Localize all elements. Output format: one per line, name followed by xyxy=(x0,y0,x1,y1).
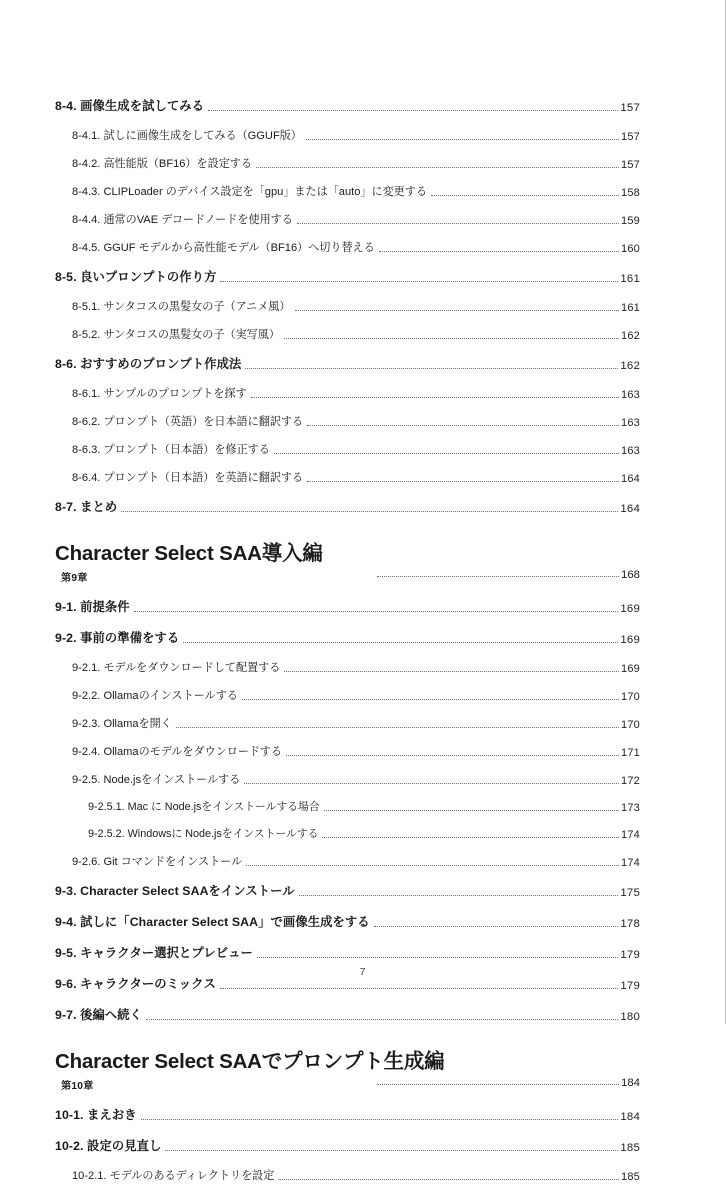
page-number: 162 xyxy=(621,330,640,342)
toc-entry[interactable] xyxy=(55,497,640,528)
toc-entry[interactable] xyxy=(72,155,640,183)
page-number: 172 xyxy=(621,775,640,788)
dot-leader xyxy=(377,1083,619,1085)
page-number: 174 xyxy=(621,829,640,842)
toc-entry-title: 8-7. まとめ xyxy=(55,500,118,514)
page-number: 164 xyxy=(621,473,640,485)
toc-entry-title: 9-4. 試しに「Character Select SAA」で画像生成をする xyxy=(55,915,370,930)
toc-entry[interactable] xyxy=(55,1105,640,1136)
dot-leader xyxy=(146,1018,618,1020)
toc-entry-title: 9-5. キャラクター選択とプレビュー xyxy=(55,946,253,961)
toc-entry[interactable] xyxy=(55,628,640,659)
toc-entry-title: 9-2.5. Node.jsをインストールする xyxy=(72,774,241,787)
toc-entry[interactable] xyxy=(72,239,640,267)
page-number: 163 xyxy=(621,445,640,457)
dot-leader xyxy=(165,1149,618,1151)
toc-entry-title: 10-1. まえおき xyxy=(55,1108,137,1123)
dot-leader xyxy=(242,698,619,700)
page-number: 157 xyxy=(620,102,640,114)
dot-leader xyxy=(278,1178,619,1180)
page-number: 159 xyxy=(621,215,640,227)
toc-entry[interactable] xyxy=(55,1136,640,1167)
toc-entry-title: 8-4.2. 高性能版（BF16）を設定する xyxy=(72,158,252,170)
dot-leader xyxy=(220,987,619,989)
dot-leader xyxy=(208,109,618,111)
toc-entry-title: 8-4.5. GGUF モデルから高性能モデル（BF16）へ切り替える xyxy=(72,242,375,254)
dot-leader xyxy=(295,309,620,311)
page-number: 170 xyxy=(621,691,640,704)
toc-entry-title: 8-4.3. CLIPLoader のデバイス設定を「gpu」または「auto」に変更する xyxy=(72,186,427,198)
page-number: 161 xyxy=(620,273,640,285)
dot-leader xyxy=(307,424,619,426)
footer-page-number: 7 xyxy=(359,966,366,978)
toc-entry[interactable] xyxy=(72,853,640,881)
page-number: 170 xyxy=(621,719,640,732)
toc-entry-title: 9-3. Character Select SAAをインストール xyxy=(55,884,295,899)
page-number: 168 xyxy=(620,569,640,581)
page-number: 174 xyxy=(621,857,640,870)
toc-entry[interactable] xyxy=(72,127,640,155)
toc-entry[interactable] xyxy=(72,385,640,413)
toc-entry[interactable] xyxy=(55,974,640,1005)
toc-entry[interactable] xyxy=(55,881,640,912)
toc-chapter-entry[interactable] xyxy=(55,1036,640,1105)
toc-entry-title: 8-6.3. プロンプト（日本語）を修正する xyxy=(72,444,270,456)
page-number: 158 xyxy=(621,187,640,199)
page-number: 163 xyxy=(621,417,640,429)
toc-entry-title: 9-6. キャラクターのミックス xyxy=(55,977,216,992)
page-number: 179 xyxy=(620,949,640,962)
toc-entry[interactable] xyxy=(72,469,640,497)
toc-entry-title: 8-5. 良いプロンプトの作り方 xyxy=(55,270,217,284)
page-number: 161 xyxy=(621,302,640,314)
dot-leader xyxy=(377,575,619,577)
dot-leader xyxy=(121,510,618,512)
chapter-leader-row xyxy=(377,1077,640,1089)
toc-entry-title: 8-6.2. プロンプト（英語）を日本語に翻訳する xyxy=(72,416,304,428)
toc-entry[interactable] xyxy=(72,687,640,715)
dot-leader xyxy=(256,166,619,168)
dot-leader xyxy=(379,250,619,252)
page-number: 184 xyxy=(620,1111,640,1124)
dot-leader xyxy=(176,726,619,728)
dot-leader xyxy=(284,337,619,339)
page-number: 169 xyxy=(620,634,640,647)
toc-chapter-entry[interactable] xyxy=(55,528,640,597)
toc-entry[interactable] xyxy=(72,413,640,441)
toc-entry-title: 9-2.5.1. Mac に Node.jsをインストールする場合 xyxy=(88,801,320,814)
toc-entry-title: 9-1. 前提条件 xyxy=(55,600,130,615)
toc-entry-title: 10-2. 設定の見直し xyxy=(55,1139,162,1154)
dot-leader xyxy=(431,194,619,196)
toc-entry-title: 9-2.4. Ollamaのモデルをダウンロードする xyxy=(72,746,282,759)
dot-leader xyxy=(324,809,619,811)
toc-entry[interactable] xyxy=(55,1005,640,1036)
dot-leader xyxy=(134,610,619,612)
toc-entry[interactable] xyxy=(72,211,640,239)
toc-entry[interactable] xyxy=(88,826,640,853)
toc-entry[interactable] xyxy=(55,912,640,943)
dot-leader xyxy=(297,222,619,224)
page-number: 185 xyxy=(620,1142,640,1155)
toc-entry[interactable] xyxy=(72,771,640,799)
dot-leader xyxy=(141,1118,619,1120)
page-number: 178 xyxy=(620,918,640,931)
page-number: 179 xyxy=(620,980,640,993)
toc-entry[interactable] xyxy=(88,799,640,826)
page-number: 164 xyxy=(620,503,640,515)
dot-leader xyxy=(246,864,619,866)
toc-entry[interactable] xyxy=(55,96,640,127)
toc-entry[interactable] xyxy=(72,326,640,354)
page-number: 175 xyxy=(620,887,640,900)
page-number: 163 xyxy=(621,389,640,401)
page-number: 160 xyxy=(621,243,640,255)
page-number: 169 xyxy=(620,603,640,616)
chapter-title: Character Select SAA導入編 xyxy=(55,542,323,565)
dot-leader xyxy=(306,138,619,140)
page-number: 162 xyxy=(620,360,640,372)
toc-entry-title: 9-2.1. モデルをダウンロードして配置する xyxy=(72,662,281,675)
dot-leader xyxy=(286,754,619,756)
toc-entry-title: 9-2.6. Git コマンドをインストール xyxy=(72,856,243,869)
toc-entry-title: 10-2.1. モデルのあるディレクトリを設定 xyxy=(72,1170,275,1183)
toc-entry[interactable] xyxy=(72,298,640,326)
page-number: 157 xyxy=(621,159,640,171)
page-number: 173 xyxy=(621,802,640,815)
toc-entry-title: 9-2.5.2. Windowsに Node.jsをインストールする xyxy=(88,828,319,841)
page-number: 184 xyxy=(620,1077,640,1090)
toc-entry-title: 9-7. 後編へ続く xyxy=(55,1008,143,1023)
dot-leader xyxy=(251,396,619,398)
dot-leader xyxy=(307,480,619,482)
toc-entry[interactable] xyxy=(72,441,640,469)
toc-entry-title: 8-6. おすすめのプロンプト作成法 xyxy=(55,357,242,371)
dot-leader xyxy=(245,367,618,369)
page-number: 171 xyxy=(621,747,640,760)
toc-entry-title: 9-2.2. Ollamaのインストールする xyxy=(72,690,238,703)
toc-entry[interactable] xyxy=(55,354,640,385)
chapter-leader-row xyxy=(377,569,640,581)
toc-entry-title: 8-4. 画像生成を試してみる xyxy=(55,99,205,113)
toc-entry[interactable] xyxy=(72,659,640,687)
dot-leader xyxy=(284,670,619,672)
toc-entry[interactable] xyxy=(72,715,640,743)
table-of-contents xyxy=(55,96,640,1195)
dot-leader xyxy=(274,452,619,454)
toc-entry[interactable] xyxy=(72,183,640,211)
toc-entry-title: 9-2.3. Ollamaを開く xyxy=(72,718,172,731)
dot-leader xyxy=(244,782,619,784)
toc-entry-title: 8-6.1. サンプルのプロンプトを探す xyxy=(72,388,247,400)
toc-entry-title: 8-5.2. サンタコスの黒髪女の子（実写風） xyxy=(72,329,280,341)
toc-entry-title: 8-6.4. プロンプト（日本語）を英語に翻訳する xyxy=(72,472,304,484)
chapter-number-label: 第9章 xyxy=(61,573,88,585)
toc-entry-title: 8-4.4. 通常のVAE デコードノードを使用する xyxy=(72,214,293,226)
toc-entry-title: 8-4.1. 試しに画像生成をしてみる（GGUF版） xyxy=(72,130,302,142)
toc-entry-title: 8-5.1. サンタコスの黒髪女の子（アニメ風） xyxy=(72,301,291,313)
chapter-title: Character Select SAAでプロンプト生成編 xyxy=(55,1050,445,1074)
toc-entry[interactable] xyxy=(55,597,640,628)
page-number: 157 xyxy=(621,131,640,143)
dot-leader xyxy=(183,641,618,643)
dot-leader xyxy=(220,280,618,282)
toc-entry[interactable] xyxy=(72,1167,640,1195)
dot-leader xyxy=(299,894,619,896)
page-number: 169 xyxy=(621,663,640,676)
page-number: 185 xyxy=(621,1171,640,1184)
toc-entry[interactable] xyxy=(72,743,640,771)
toc-entry[interactable] xyxy=(55,267,640,298)
dot-leader xyxy=(257,956,618,958)
toc-entry-title: 9-2. 事前の準備をする xyxy=(55,631,180,646)
dot-leader xyxy=(322,836,619,838)
dot-leader xyxy=(374,925,619,927)
chapter-number-label: 第10章 xyxy=(61,1081,94,1093)
page-number: 180 xyxy=(620,1011,640,1024)
